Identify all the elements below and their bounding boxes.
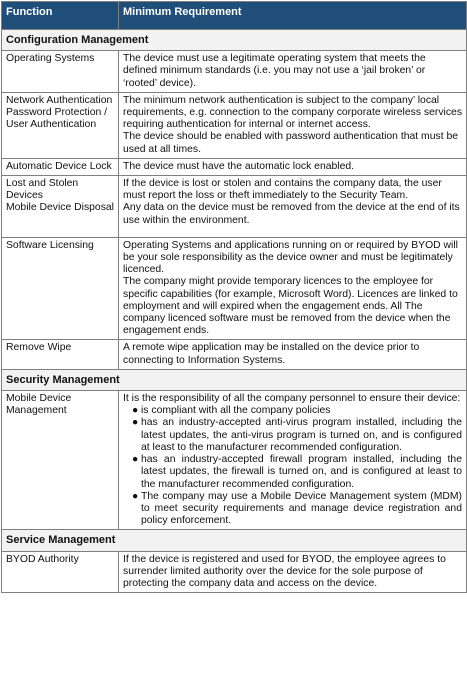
function-mobile-device-management: Mobile Device Management [2, 391, 119, 530]
header-function: Function [2, 2, 119, 30]
section-title-service: Service Management [2, 530, 467, 551]
list-item [132, 490, 462, 528]
requirement-mobile-device-disposal: Any data on the device must be removed from the device at the end of its use within the environment. [123, 202, 460, 226]
bullet-icon: ● [132, 490, 139, 502]
requirement-cell-mobile-device-management [119, 391, 467, 530]
requirement-mdm-bullet-list [123, 405, 462, 527]
requirement-cell-lost-disposal [119, 176, 467, 238]
requirement-mdm-intro: It is the responsibility of all the company personnel to ensure their device: [123, 393, 461, 405]
table-row [2, 551, 467, 593]
function-mobile-device-disposal: Mobile Device Disposal [6, 202, 114, 214]
requirement-byod-authority: If the device is registered and used for BYOD, the employee agrees to surrender limited authority over the device for the sole purpose of protecting the company data and access on the device. [119, 551, 467, 593]
function-automatic-device-lock: Automatic Device Lock [2, 158, 119, 175]
function-cell-lost-disposal [2, 176, 119, 238]
list-item [132, 417, 462, 454]
table-row [2, 237, 467, 340]
function-remove-wipe: Remove Wipe [2, 340, 119, 369]
function-cell-network-password [2, 92, 119, 158]
requirement-network-authentication: The minimum network authentication is subject to the company’ local requirements, e.g. connection to the company corporate wireless services requiring authentication for internal or internet access. [123, 94, 463, 131]
function-password-protection: Password Protection / User Authentication [6, 107, 108, 131]
bullet-text: has an industry-accepted anti-virus program installed, including the latest updates, the anti-virus program is turned on, and is configured at least to the manufacturer recommended configuration. [141, 417, 462, 453]
section-row-service [2, 530, 467, 551]
bullet-icon: ● [132, 417, 139, 429]
table-row [2, 51, 467, 93]
bullet-text: has an industry-accepted firewall program installed, including the latest updates, the firewall is turned on, and is configured at least to the manufacturer recommended configuration. [141, 454, 462, 490]
table-header-row [2, 2, 467, 30]
list-item [132, 454, 462, 491]
table-row [2, 92, 467, 158]
requirement-operating-systems: The device must use a legitimate operating system that meets the defined minimum standards (i.e. you may not use a ‘jail broken’ or ‘rooted’ device). [119, 51, 467, 93]
table-row [2, 158, 467, 175]
table-row [2, 391, 467, 530]
section-title-configuration: Configuration Management [2, 30, 467, 51]
function-software-licensing: Software Licensing [2, 237, 119, 340]
requirement-remove-wipe: A remote wipe application may be installed on the device prior to connecting to Information Systems. [119, 340, 467, 369]
requirement-software-licensing-1: Operating Systems and applications running on or required by BYOD will be your sole responsibility as the device owner and must be legitimately licenced. [123, 239, 458, 276]
table-row [2, 176, 467, 238]
bullet-text: The company may use a Mobile Device Management system (MDM) to meet security requirements and manage device registration and policy enforcement. [141, 490, 462, 527]
requirement-software-licensing-2: The company might provide temporary licences to the employee for specific capabilities (for example, Microsoft Word). Licences are linked to employment and will expired when the engagement ends. All The company licenced software must be removed from the device when the engagement ends. [123, 276, 458, 337]
header-minimum-requirement: Minimum Requirement [119, 2, 467, 30]
section-title-security: Security Management [2, 369, 467, 390]
requirement-cell-software-licensing [119, 237, 467, 340]
function-network-authentication: Network Authentication [6, 94, 113, 106]
byod-requirements-table [1, 1, 467, 593]
list-item [132, 405, 462, 417]
section-row-security [2, 369, 467, 390]
requirement-cell-network-password [119, 92, 467, 158]
section-row-configuration [2, 30, 467, 51]
function-lost-and-stolen: Lost and Stolen Devices [6, 178, 79, 202]
bullet-text: is compliant with all the company policies [141, 405, 331, 417]
requirement-lost-and-stolen: If the device is lost or stolen and contains the company data, the user must report the loss or theft immediately to the Security Team. [123, 178, 442, 202]
bullet-icon: ● [132, 454, 139, 466]
table-row [2, 340, 467, 369]
function-byod-authority: BYOD Authority [2, 551, 119, 593]
requirement-password-protection: The device should be enabled with password authentication that must be used at all times. [123, 131, 459, 155]
requirement-automatic-device-lock: The device must have the automatic lock enabled. [119, 158, 467, 175]
function-operating-systems: Operating Systems [2, 51, 119, 93]
bullet-icon: ● [132, 405, 139, 417]
